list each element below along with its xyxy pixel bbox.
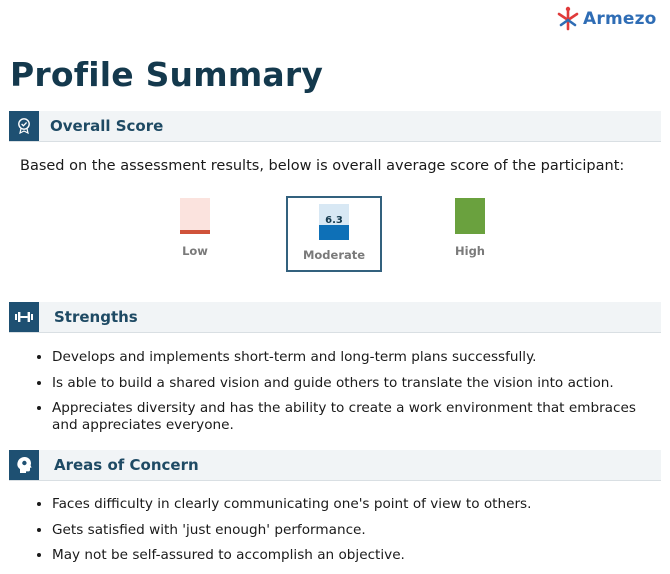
moderate-level-swatch xyxy=(319,204,349,240)
high-level-label: High xyxy=(455,244,485,258)
moderate-level-label: Moderate xyxy=(302,248,366,262)
strength-item: • Appreciates diversity and has the ability to create a work environment that embraces and appreciates everyone. xyxy=(52,400,662,434)
score-intro-text: Based on the assessment results, below is overall average score of the participant: xyxy=(20,158,625,174)
moderate-level-fill xyxy=(319,225,349,240)
score-level-high xyxy=(421,198,519,258)
strengths-list xyxy=(32,349,662,443)
strength-item: • Is able to build a shared vision and guide others to translate the vision into action. xyxy=(52,375,662,392)
score-value: 6.3 xyxy=(325,215,343,226)
dumbbell-icon xyxy=(9,302,39,332)
page-title: Profile Summary xyxy=(10,55,324,94)
score-level-low xyxy=(146,198,244,258)
high-level-swatch xyxy=(455,198,485,234)
concerns-list xyxy=(32,496,662,573)
concern-item: • Gets satisfied with 'just enough' performance. xyxy=(52,522,662,539)
armezo-logo-icon xyxy=(556,6,580,32)
brand-name: Armezo xyxy=(583,9,657,29)
concerns-header xyxy=(9,450,661,481)
overall-score-header xyxy=(9,111,661,142)
head-thought-icon xyxy=(9,450,39,480)
concerns-title: Areas of Concern xyxy=(54,456,199,474)
strengths-header xyxy=(9,302,661,333)
strength-item: • Develops and implements short-term and long-term plans successfully. xyxy=(52,349,662,366)
strengths-title: Strengths xyxy=(54,308,138,326)
brand-logo xyxy=(556,6,657,32)
concern-item: • Faces difficulty in clearly communicating one's point of view to others. xyxy=(52,496,662,513)
low-level-label: Low xyxy=(182,244,208,258)
score-level-moderate xyxy=(286,196,382,272)
overall-score-title: Overall Score xyxy=(50,117,164,135)
concern-item: • May not be self-assured to accomplish an objective. xyxy=(52,547,662,564)
low-level-swatch xyxy=(180,198,210,234)
badge-check-icon xyxy=(9,111,39,141)
